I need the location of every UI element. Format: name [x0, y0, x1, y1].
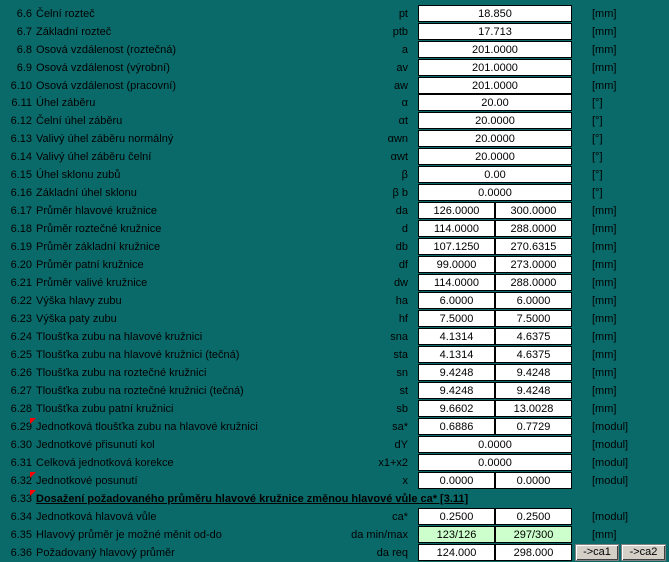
value-cell: 0.00 [418, 166, 572, 183]
table-row [0, 292, 669, 310]
row-label: Tloušťka zubu patní kružnici [36, 403, 174, 415]
row-unit: [mm] [592, 8, 617, 20]
value-cell-1: 6.0000 [418, 292, 495, 309]
row-label: Tloušťka zubu na hlavové kružnici (tečná) [36, 349, 240, 361]
table-row [0, 472, 669, 490]
table-row [0, 238, 669, 256]
value-cell: 0.0000 [418, 184, 572, 201]
value-cell-2: 4.6375 [495, 328, 572, 345]
row-number: 6.18 [10, 223, 32, 235]
row-symbol: da min/max [351, 529, 408, 541]
row-number: 6.24 [10, 331, 32, 343]
row-symbol: ca* [392, 511, 408, 523]
table-row [0, 94, 669, 112]
value-cell-1: 107.1250 [418, 238, 495, 255]
row-label: Průměr roztečné kružnice [36, 223, 162, 235]
row-unit: [mm] [592, 295, 617, 307]
row-symbol: df [398, 259, 408, 271]
value-cell-2: 270.6315 [495, 238, 572, 255]
row-number: 6.16 [10, 187, 32, 199]
row-unit: [modul] [592, 421, 629, 433]
row-unit: [mm] [592, 529, 617, 541]
row-symbol: ha [395, 295, 408, 307]
row-symbol: st [399, 385, 408, 397]
row-label: Průměr hlavové kružnice [36, 205, 158, 217]
row-label: Průměr valivé kružnice [36, 277, 148, 289]
row-unit: [°] [592, 151, 603, 163]
row-label: Hlavový průměr je možné měnit od-do [36, 529, 222, 541]
row-number: 6.23 [10, 313, 32, 325]
row-label: Jednotková tloušťka zubu na hlavové kružnici [36, 421, 258, 433]
value-cell-2: 273.0000 [495, 256, 572, 273]
table-row [0, 364, 669, 382]
value-cell-2: 7.5000 [495, 310, 572, 327]
row-number: 6.7 [16, 26, 32, 38]
row-unit: [mm] [592, 80, 617, 92]
value-cell-1: 126.0000 [418, 202, 495, 219]
row-label: Osová vzdálenost (pracovní) [36, 80, 177, 92]
row-unit: [°] [592, 97, 603, 109]
row-unit: [mm] [592, 241, 617, 253]
value-cell-1: 7.5000 [418, 310, 495, 327]
value-cell-1: 114.0000 [418, 274, 495, 291]
value-cell-1: 9.4248 [418, 364, 495, 381]
row-unit: [modul] [592, 457, 629, 469]
table-row [0, 112, 669, 130]
row-symbol: db [395, 241, 408, 253]
row-symbol: hf [398, 313, 408, 325]
value-cell-1: 114.0000 [418, 220, 495, 237]
row-unit: [mm] [592, 331, 617, 343]
value-cell-2: 0.7729 [495, 418, 572, 435]
section-header: Dosažení požadovaného průměru hlavové kružnice změnou hlavové vůle ca* [3.11] [36, 493, 469, 505]
row-symbol: aw [393, 80, 408, 92]
value-cell: 201.0000 [418, 77, 572, 94]
table-row [0, 184, 669, 202]
row-label: Osová vzdálenost (roztečná) [36, 44, 177, 56]
row-number: 6.27 [10, 385, 32, 397]
row-symbol: x1+x2 [378, 457, 408, 469]
table-row [0, 508, 669, 526]
row-label: Výška paty zubu [36, 313, 117, 325]
value-cell-1: 4.1314 [418, 328, 495, 345]
table-row [0, 23, 669, 41]
table-row [0, 526, 669, 544]
value-cell-2: 297/300 [495, 526, 572, 543]
value-cell: 20.0000 [418, 112, 572, 129]
value-cell-2: 0.2500 [495, 508, 572, 525]
row-label: Celková jednotková korekce [36, 457, 174, 469]
row-unit: [mm] [592, 259, 617, 271]
table-row [0, 148, 669, 166]
value-cell-2: 0.0000 [495, 472, 572, 489]
row-number: 6.36 [10, 547, 32, 559]
value-cell-1: 123/126 [418, 526, 495, 543]
row-unit: [°] [592, 169, 603, 181]
row-symbol: sna [390, 331, 408, 343]
row-unit: [mm] [592, 349, 617, 361]
row-label: Průměr základní kružnice [36, 241, 161, 253]
row-symbol: β [401, 169, 408, 181]
row-symbol: αt [398, 115, 408, 127]
row-symbol: da req [376, 547, 408, 559]
row-unit: [mm] [592, 26, 617, 38]
row-label: Požadovaný hlavový průměr [36, 547, 175, 559]
to-ca2-button[interactable]: ->ca2 [621, 544, 666, 561]
row-unit: [°] [592, 187, 603, 199]
row-symbol: α [401, 97, 408, 109]
value-cell-1: 9.4248 [418, 382, 495, 399]
row-label: Čelní úhel záběru [36, 115, 123, 127]
table-row [0, 454, 669, 472]
value-cell: 20.0000 [418, 148, 572, 165]
value-cell-2: 288.0000 [495, 220, 572, 237]
table-row [0, 328, 669, 346]
row-label: Jednotkové posunutí [36, 475, 138, 487]
value-cell-1: 0.0000 [418, 472, 495, 489]
table-row [0, 130, 669, 148]
row-symbol: dw [393, 277, 408, 289]
row-symbol: αwn [387, 133, 408, 145]
to-ca1-button[interactable]: ->ca1 [575, 544, 619, 561]
value-cell-1: 4.1314 [418, 346, 495, 363]
table-row [0, 544, 669, 562]
row-number: 6.29 [10, 421, 32, 433]
row-number: 6.22 [10, 295, 32, 307]
row-label: Tloušťka zubu na roztečné kružnici [36, 367, 207, 379]
value-cell: 18.850 [418, 5, 572, 22]
row-label: Základní rozteč [36, 26, 112, 38]
row-unit: [mm] [592, 223, 617, 235]
value-cell-2: 9.4248 [495, 364, 572, 381]
row-unit: [mm] [592, 367, 617, 379]
value-cell-2: 288.0000 [495, 274, 572, 291]
row-number: 6.13 [10, 133, 32, 145]
row-symbol: sa* [392, 421, 408, 433]
row-number: 6.17 [10, 205, 32, 217]
value-cell-2: 9.4248 [495, 382, 572, 399]
table-row [0, 256, 669, 274]
row-number: 6.35 [10, 529, 32, 541]
row-label: Průměr patní kružnice [36, 259, 144, 271]
value-cell-1: 0.6886 [418, 418, 495, 435]
row-label: Osová vzdálenost (výrobní) [36, 62, 170, 74]
row-symbol: dY [394, 439, 408, 451]
row-label: Základní úhel sklonu [36, 187, 137, 199]
row-symbol: sb [396, 403, 408, 415]
row-label: Výška hlavy zubu [36, 295, 122, 307]
row-symbol: d [401, 223, 408, 235]
row-symbol: pt [398, 8, 408, 20]
row-symbol: av [396, 62, 408, 74]
row-symbol: ptb [392, 26, 408, 38]
value-cell: 0.0000 [418, 436, 572, 453]
row-symbol: sta [393, 349, 408, 361]
table-row [0, 77, 669, 95]
value-cell-1: 99.0000 [418, 256, 495, 273]
table-row [0, 490, 669, 508]
row-unit: [mm] [592, 313, 617, 325]
row-unit: [mm] [592, 385, 617, 397]
row-symbol: αwt [390, 151, 408, 163]
value-cell-2: 13.0028 [495, 400, 572, 417]
value-cell: 0.0000 [418, 454, 572, 471]
row-number: 6.11 [11, 97, 32, 109]
row-label: Jednotkové přisunutí kol [36, 439, 155, 451]
value-cell-2[interactable]: 298.000 [495, 544, 572, 561]
value-cell-2: 6.0000 [495, 292, 572, 309]
row-number: 6.34 [10, 511, 32, 523]
table-row [0, 41, 669, 59]
row-number: 6.32 [10, 475, 32, 487]
row-label: Úhel záběru [36, 97, 96, 109]
row-symbol: β b [392, 187, 408, 199]
row-unit: [mm] [592, 277, 617, 289]
row-number: 6.10 [10, 80, 32, 92]
row-number: 6.26 [10, 367, 32, 379]
row-number: 6.8 [16, 44, 32, 56]
row-label: Úhel sklonu zubů [36, 169, 121, 181]
value-cell-1: 9.6602 [418, 400, 495, 417]
row-unit: [modul] [592, 475, 629, 487]
row-unit: [modul] [592, 511, 629, 523]
row-number: 6.28 [10, 403, 32, 415]
row-label: Tloušťka zubu na roztečné kružnici (tečná) [36, 385, 244, 397]
table-row [0, 382, 669, 400]
row-number: 6.31 [10, 457, 32, 469]
row-unit: [°] [592, 133, 603, 145]
table-row [0, 346, 669, 364]
table-row [0, 202, 669, 220]
row-number: 6.19 [10, 241, 32, 253]
value-cell-1[interactable]: 124.000 [418, 544, 495, 561]
row-number: 6.6 [16, 8, 32, 20]
row-label: Jednotková hlavová vůle [36, 511, 157, 523]
row-unit: [mm] [592, 44, 617, 56]
row-number: 6.33 [10, 493, 32, 505]
value-cell: 17.713 [418, 23, 572, 40]
table-row [0, 166, 669, 184]
row-symbol: a [401, 44, 408, 56]
row-label: Valivý úhel záběru čelní [36, 151, 152, 163]
value-cell: 201.0000 [418, 41, 572, 58]
row-symbol: sn [396, 367, 408, 379]
row-number: 6.20 [10, 259, 32, 271]
table-row [0, 5, 669, 23]
row-symbol: x [402, 475, 408, 487]
row-unit: [mm] [592, 62, 617, 74]
row-number: 6.21 [10, 277, 32, 289]
row-unit: [°] [592, 115, 603, 127]
row-number: 6.15 [10, 169, 32, 181]
row-number: 6.9 [16, 62, 32, 74]
table-row [0, 274, 669, 292]
table-row [0, 400, 669, 418]
table-row [0, 418, 669, 436]
row-unit: [mm] [592, 403, 617, 415]
table-row [0, 59, 669, 77]
value-cell: 201.0000 [418, 59, 572, 76]
value-cell-2: 300.0000 [495, 202, 572, 219]
row-unit: [mm] [592, 205, 617, 217]
row-label: Čelní rozteč [36, 8, 95, 20]
row-symbol: da [395, 205, 408, 217]
row-number: 6.12 [10, 115, 32, 127]
value-cell: 20.0000 [418, 130, 572, 147]
table-row [0, 436, 669, 454]
table-row [0, 220, 669, 238]
value-cell: 20.00 [418, 94, 572, 111]
value-cell-2: 4.6375 [495, 346, 572, 363]
row-label: Tloušťka zubu na hlavové kružnici [36, 331, 203, 343]
table-row [0, 310, 669, 328]
row-label: Valivý úhel záběru normálný [36, 133, 174, 145]
row-number: 6.30 [10, 439, 32, 451]
value-cell-1: 0.2500 [418, 508, 495, 525]
row-unit: [modul] [592, 439, 629, 451]
row-number: 6.25 [10, 349, 32, 361]
row-number: 6.14 [10, 151, 32, 163]
